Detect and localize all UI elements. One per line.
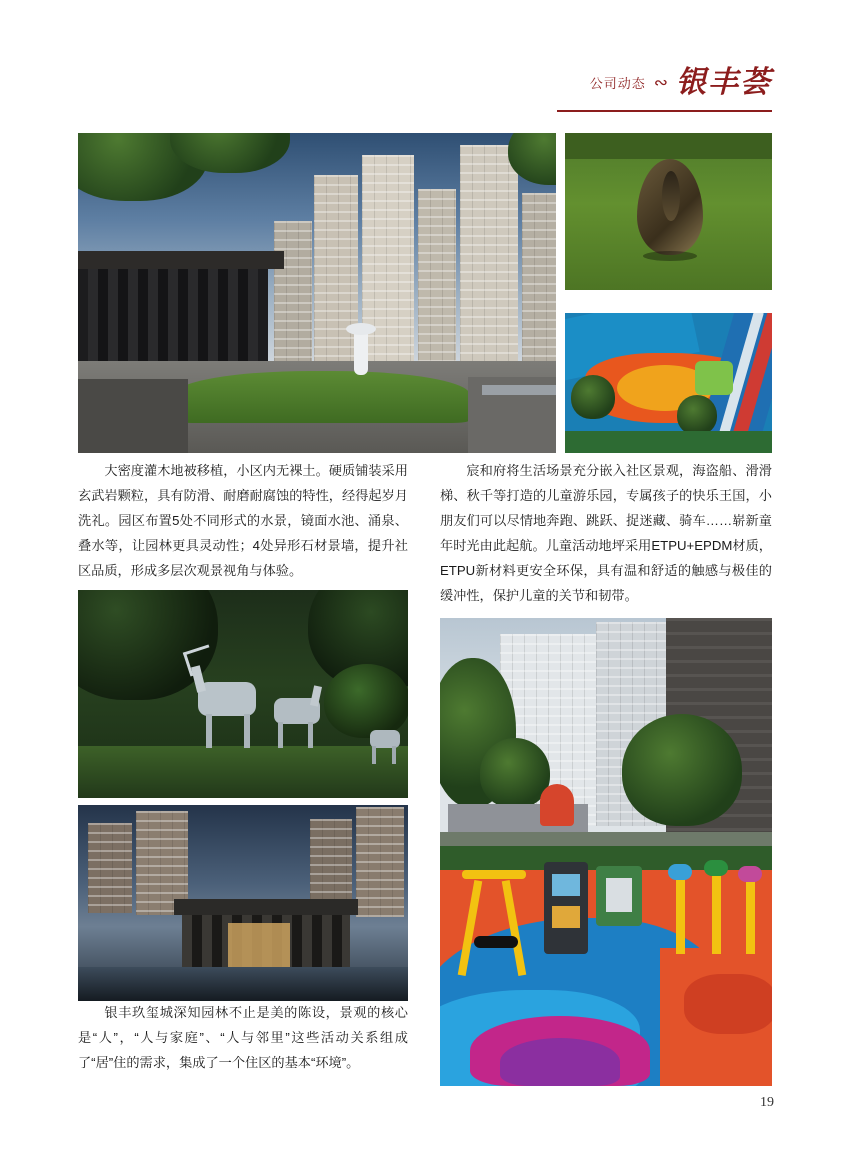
playground-equipment-photo bbox=[440, 618, 772, 1086]
left-bottom-text-column bbox=[78, 1000, 408, 1075]
page-number: 19 bbox=[760, 1095, 774, 1110]
paragraph-left-bottom: 银丰玖玺城深知园林不止是美的陈设，景观的核心是“人”，“人与家庭”、“人与邻里”这些活动关系组成了“居”住的需求，集成了一个住区的基本“环境”。 bbox=[78, 1005, 408, 1070]
residential-plaza-photo bbox=[78, 133, 556, 453]
deer-sculpture-photo bbox=[78, 590, 408, 798]
entrance-gate-photo bbox=[78, 805, 408, 1001]
swirl-ornament-icon: ∾ bbox=[653, 73, 668, 92]
header-divider bbox=[557, 110, 772, 112]
paragraph-left-top: 大密度灌木地被移植，小区内无裸土。硬质铺装采用玄武岩颗粒，具有防滑、耐磨耐腐蚀的特性，经得起岁月洗礼。园区布置5处不同形式的水景，镜面水池、涌泉、叠水等，让园林更具灵动性；4处异形石材景墙，提升社区品质，形成多层次观景视角与体验。 bbox=[78, 463, 408, 578]
bronze-sculpture-photo bbox=[565, 133, 772, 290]
paragraph-right-top: 宸和府将生活场景充分嵌入社区景观，海盗船、滑滑梯、秋千等打造的儿童游乐园，专属孩子的快乐王国，小朋友们可以尽情地奔跑、跳跃、捉迷藏、骑车……崭新童年时光由此起航。儿童活动地坪采用ETPU+EPDM材质，ETPU新材料更安全环保，具有温和舒适的触感与极佳的缓冲性，保护儿童的关节和韧带。 bbox=[440, 463, 772, 603]
header-kicker: 公司动态 bbox=[589, 76, 646, 91]
right-top-text-column bbox=[440, 458, 772, 608]
playground-aerial-photo bbox=[565, 313, 772, 453]
left-top-text-column bbox=[78, 458, 408, 583]
page-header bbox=[590, 68, 772, 98]
publication-logo: 银丰荟 bbox=[676, 66, 772, 99]
